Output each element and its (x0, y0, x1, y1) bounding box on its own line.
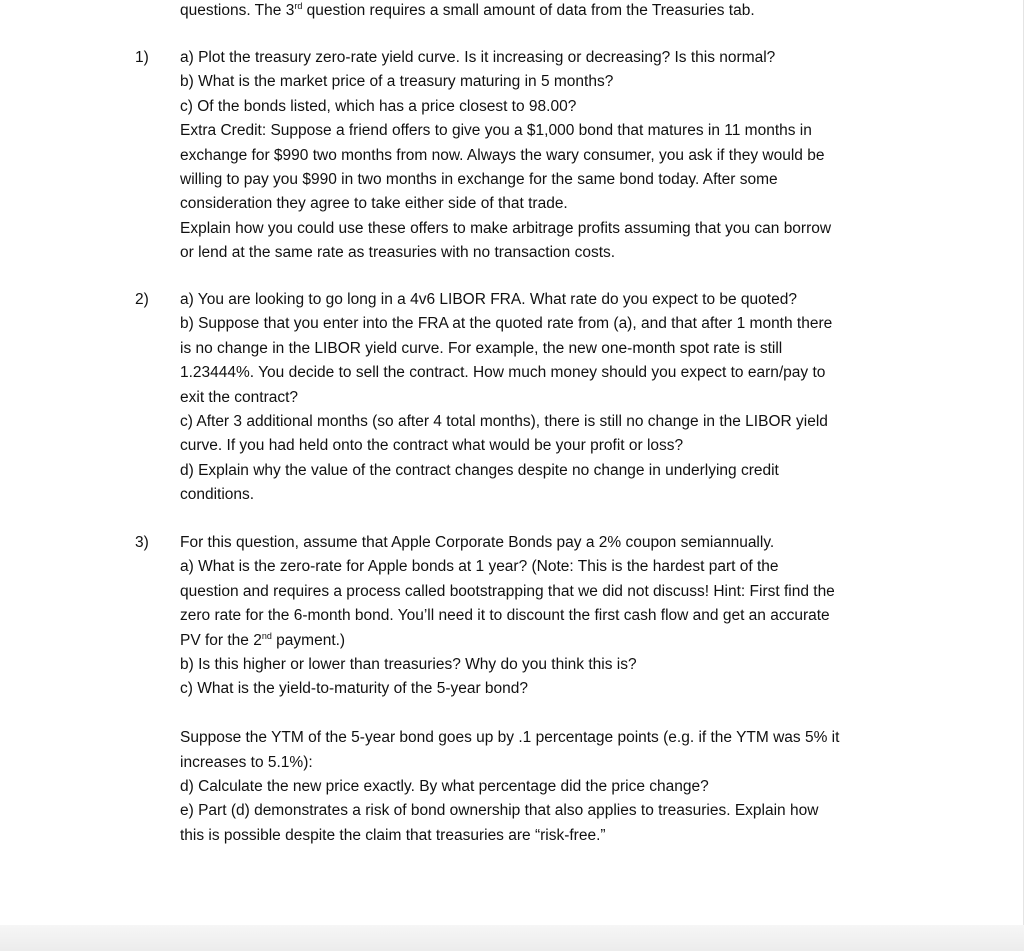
q3-pv-superscript: nd (261, 630, 272, 641)
question-2-body (180, 288, 905, 508)
q2-line: a) You are looking to go long in a 4v6 LIBOR FRA. What rate do you expect to be quoted? (180, 291, 797, 308)
question-3-number: 3) (135, 534, 149, 551)
q2-line: curve. If you had held onto the contract what would be your profit or loss? (180, 437, 684, 455)
q1-line: consideration they agree to take either side of that trade. (180, 195, 568, 213)
q1-line: b) What is the market price of a treasury maturing in 5 months? (180, 73, 614, 91)
q3-pv-line (180, 629, 905, 653)
q1-line: c) Of the bonds listed, which has a price closest to 98.00? (180, 97, 577, 115)
q1-line: willing to pay you $990 in two months in exchange for the same bond today. After some (180, 171, 778, 189)
intro-text-after: question requires a small amount of data from the Treasuries tab. (302, 2, 755, 19)
q2-line: is no change in the LIBOR yield curve. For example, the new one-month spot rate is still (180, 339, 783, 357)
q2-line: 1.23444%. You decide to sell the contract. How much money should you expect to earn/pay to (180, 364, 826, 382)
q3-line: For this question, assume that Apple Corporate Bonds pay a 2% coupon semiannually. (180, 534, 775, 551)
q3-line: a) What is the zero-rate for Apple bonds at 1 year? (Note: This is the hardest part of the (180, 558, 779, 576)
q2-line: d) Explain why the value of the contract changes despite no change in underlying credit (180, 461, 779, 479)
q3-line: e) Part (d) demonstrates a risk of bond ownership that also applies to treasuries. Explain how (180, 802, 819, 820)
intro-text-before: questions. The 3 (180, 2, 295, 19)
q3-line: b) Is this higher or lower than treasuries? Why do you think this is? (180, 656, 637, 674)
q1-line: exchange for $990 two months from now. Always the wary consumer, you ask if they would be (180, 146, 825, 164)
q3-line: d) Calculate the new price exactly. By what percentage did the price change? (180, 778, 709, 796)
q3-line: zero rate for the 6-month bond. You’ll need it to discount the first cash flow and get an accurate (180, 607, 830, 625)
bottom-status-bar (0, 925, 1024, 951)
intro-line (180, 0, 755, 23)
q3-pv-after: payment.) (271, 631, 346, 649)
q2-line: conditions. (180, 486, 255, 504)
q1-line: Extra Credit: Suppose a friend offers to give you a $1,000 bond that matures in 11 months in (180, 122, 812, 140)
paragraph-gap (180, 702, 905, 726)
intro-superscript: rd (294, 1, 303, 11)
q2-line: c) After 3 additional months (so after 4 total months), there is still no change in the LIBOR yield (180, 413, 828, 431)
question-2-number: 2) (135, 291, 149, 308)
q1-line: or lend at the same rate as treasuries with no transaction costs. (180, 244, 616, 262)
q3-line: question and requires a process called bootstrapping that we did not discuss! Hint: First find the (180, 582, 835, 600)
question-3-body (180, 531, 905, 848)
q1-line: Explain how you could use these offers to make arbitrage profits assuming that you can borrow (180, 219, 832, 237)
question-1-body (180, 46, 905, 266)
q3-line: this is possible despite the claim that treasuries are “risk-free.” (180, 826, 606, 844)
q3-pv-before: PV for the 2 (180, 631, 262, 649)
q2-line: exit the contract? (180, 388, 299, 406)
q2-line: b) Suppose that you enter into the FRA at the quoted rate from (a), and that after 1 month there (180, 315, 833, 333)
q1-line: a) Plot the treasury zero-rate yield curve. Is it increasing or decreasing? Is this normal? (180, 49, 776, 66)
q3-line: Suppose the YTM of the 5-year bond goes up by .1 percentage points (e.g. if the YTM was 5% it (180, 729, 840, 747)
q3-line: increases to 5.1%): (180, 753, 313, 771)
q3-line: c) What is the yield-to-maturity of the 5-year bond? (180, 680, 529, 698)
question-1-number: 1) (135, 49, 149, 66)
